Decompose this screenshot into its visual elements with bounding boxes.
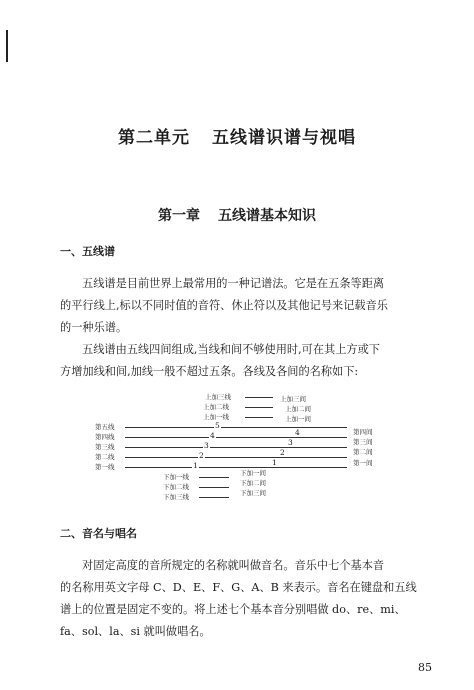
staff-line-1: [125, 467, 347, 468]
upper-ledger-line-label: 上加三线: [205, 393, 231, 401]
text-line: 五线谱由五线四间组成,当线和间不够使用时,可在其上方或下: [82, 343, 380, 356]
lower-ledger-line-1: [199, 477, 229, 478]
staff-diagram: [95, 393, 385, 503]
lower-ledger-line-label: 下加一线: [163, 473, 189, 481]
text-line: 的一种乐谱。: [60, 321, 128, 334]
margin-mark: [6, 30, 8, 62]
space-number: 2: [280, 448, 285, 457]
upper-ledger-line-label: 上加一线: [203, 413, 229, 421]
chapter-title: [0, 205, 474, 225]
line-number: 3: [204, 441, 209, 450]
text-line: 方增加线和间,加线一般不超过五条。各线及各间的名称如下:: [60, 365, 359, 378]
lower-ledger-line-3: [199, 497, 229, 498]
upper-ledger-space-label: 上加三间: [280, 395, 306, 403]
upper-ledger-space-label: 上加二间: [285, 405, 311, 413]
section-heading-note-names: 二、音名与唱名: [60, 527, 137, 540]
paragraph-staff-definition: [60, 273, 450, 339]
staff-line-label: 第一线: [95, 463, 115, 471]
text-line: 对固定高度的音所规定的名称就叫做音名。音乐中七个基本音: [82, 559, 385, 572]
staff-line-4: [125, 437, 347, 438]
page-number: 85: [418, 661, 432, 674]
lower-ledger-space-label: 下加二间: [240, 479, 266, 487]
text-line: 的平行线上,标以不同时值的音符、休止符以及其他记号来记载音乐: [60, 299, 388, 312]
chapter-name: 五线谱基本知识: [218, 208, 316, 224]
text-line: 谱上的位置是固定不变的。将上述七个基本音分别唱做 do、re、mi、: [60, 603, 406, 616]
line-number: 5: [215, 421, 220, 430]
staff-space-label: 第四间: [353, 428, 373, 436]
paragraph-staff-structure: [60, 339, 450, 383]
staff-line-2: [125, 457, 347, 458]
staff-line-label: 第四线: [95, 433, 115, 441]
staff-space-label: 第二间: [353, 448, 373, 456]
staff-line-5: [125, 427, 347, 428]
staff-line-3: [125, 447, 347, 448]
line-number: 2: [199, 451, 204, 460]
upper-ledger-line-3: [245, 397, 273, 398]
line-number: 4: [210, 431, 215, 440]
upper-ledger-space-label: 上加一间: [285, 415, 311, 423]
staff-line-label: 第五线: [95, 423, 115, 431]
unit-name: 五线谱识谱与视唱: [212, 128, 356, 148]
line-number: 1: [193, 461, 198, 470]
lower-ledger-line-2: [199, 487, 229, 488]
upper-ledger-line-1: [245, 417, 273, 418]
lower-ledger-line-label: 下加二线: [163, 483, 189, 491]
text-line: 的名称用英文字母 C、D、E、F、G、A、B 来表示。音名在键盘和五线: [60, 581, 417, 594]
staff-line-label: 第二线: [95, 453, 115, 461]
chapter-number: 第一章: [158, 208, 200, 224]
staff-space-label: 第三间: [353, 438, 373, 446]
upper-ledger-line-label: 上加二线: [203, 403, 229, 411]
staff-line-label: 第三线: [95, 443, 115, 451]
space-number: 4: [295, 428, 300, 437]
paragraph-note-names: [60, 555, 450, 643]
unit-title: [0, 123, 474, 148]
lower-ledger-space-label: 下加三间: [240, 489, 266, 497]
text-line: 五线谱是目前世界上最常用的一种记谱法。它是在五条等距离: [82, 277, 385, 290]
upper-ledger-line-2: [245, 407, 273, 408]
space-number: 3: [288, 438, 293, 447]
unit-number: 第二单元: [118, 128, 190, 148]
lower-ledger-line-label: 下加三线: [163, 493, 189, 501]
lower-ledger-space-label: 下加一间: [240, 469, 266, 477]
text-line: fa、sol、la、si 就叫做唱名。: [60, 625, 211, 638]
section-heading-staff: 一、五线谱: [60, 245, 115, 258]
staff-space-label: 第一间: [353, 459, 373, 467]
space-number: 1: [272, 458, 277, 467]
